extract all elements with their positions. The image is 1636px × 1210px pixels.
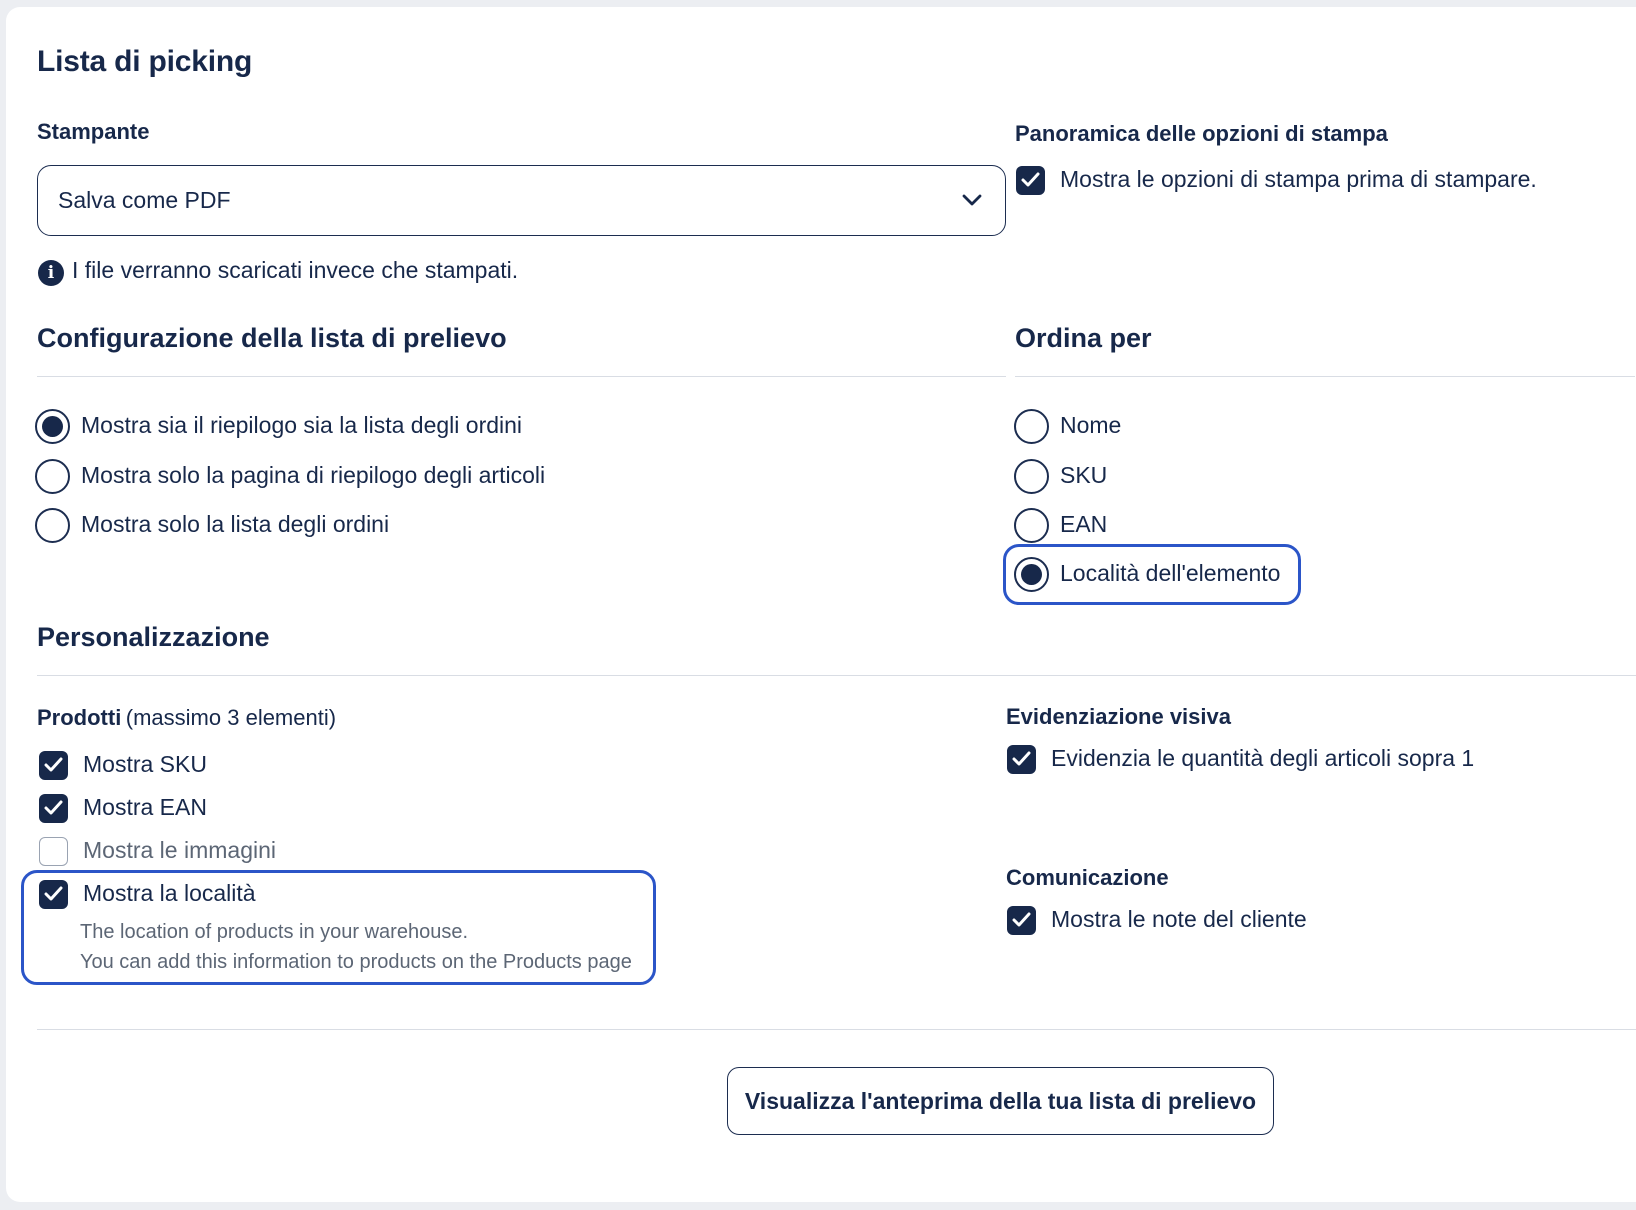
show-sku-label: Mostra SKU — [83, 751, 207, 777]
config-option-label: Mostra sia il riepilogo sia la lista degli ordini — [81, 412, 523, 438]
radio-unchecked[interactable] — [35, 508, 70, 543]
sort-option-ean[interactable] — [1014, 508, 1314, 548]
show-location-label: Mostra la località — [83, 880, 256, 906]
highlight-quantities-checkbox[interactable] — [1007, 745, 1567, 781]
sort-option-sku[interactable] — [1014, 459, 1314, 499]
picking-list-settings-card — [6, 7, 1636, 1202]
preview-picking-list-button[interactable]: Visualizza l'anteprima della tua lista di prelievo — [727, 1067, 1274, 1135]
radio-unchecked[interactable] — [35, 459, 70, 494]
printer-select[interactable] — [37, 165, 1006, 236]
highlight-quantities-label: Evidenzia le quantità degli articoli sopra 1 — [1051, 745, 1475, 771]
products-hint: (massimo 3 elementi) — [125, 705, 337, 730]
print-overview-label: Panoramica delle opzioni di stampa — [1015, 121, 1388, 146]
location-help-text-1: The location of products in your warehouse. — [80, 921, 468, 943]
sort-option-label: Nome — [1060, 412, 1122, 438]
config-option-summary-only[interactable] — [35, 459, 595, 499]
checkbox-checked[interactable] — [1007, 745, 1036, 774]
divider — [37, 675, 1636, 676]
checkbox-checked[interactable] — [39, 794, 68, 823]
communication-label: Comunicazione — [1006, 865, 1169, 890]
radio-checked[interactable] — [35, 409, 70, 444]
sort-option-name[interactable] — [1014, 409, 1314, 449]
config-option-summary-and-orders[interactable] — [35, 409, 595, 449]
visual-highlight-label: Evidenziazione visiva — [1006, 704, 1231, 729]
checkbox-checked[interactable] — [39, 880, 68, 909]
show-location-checkbox[interactable] — [39, 880, 339, 916]
checkbox-checked[interactable] — [1007, 906, 1036, 935]
products-heading — [37, 705, 336, 731]
checkmark-icon — [43, 799, 64, 818]
location-help-text-2: You can add this information to products on the Products page — [80, 951, 632, 973]
sort-section-title: Ordina per — [1015, 323, 1152, 353]
customization-section-title: Personalizzazione — [37, 622, 270, 652]
radio-unchecked[interactable] — [1014, 459, 1049, 494]
printer-info-text: I file verranno scaricati invece che stampati. — [72, 257, 519, 283]
show-sku-checkbox[interactable] — [39, 751, 339, 787]
info-icon: i — [38, 260, 64, 286]
checkmark-icon — [1011, 911, 1032, 930]
show-customer-notes-checkbox[interactable] — [1007, 906, 1407, 942]
checkbox-checked[interactable] — [39, 751, 68, 780]
divider — [1015, 376, 1635, 377]
show-images-label: Mostra le immagini — [83, 837, 276, 863]
products-label: Prodotti — [37, 705, 122, 730]
checkmark-icon — [43, 885, 64, 904]
sort-option-item-location[interactable] — [1014, 557, 1314, 597]
radio-unchecked[interactable] — [1014, 508, 1049, 543]
show-print-options-checkbox[interactable] — [1016, 166, 1556, 202]
divider — [37, 376, 1006, 377]
checkmark-icon — [43, 756, 64, 775]
show-print-options-label: Mostra le opzioni di stampa prima di stampare. — [1060, 166, 1537, 192]
show-images-checkbox[interactable] — [39, 837, 339, 873]
printer-select-value: Salva come PDF — [58, 187, 231, 213]
checkbox-unchecked[interactable] — [39, 837, 68, 866]
config-option-orders-only[interactable] — [35, 508, 595, 548]
checkmark-icon — [1020, 171, 1041, 190]
page-title: Lista di picking — [37, 45, 253, 78]
checkbox-checked[interactable] — [1016, 166, 1045, 195]
config-option-label: Mostra solo la pagina di riepilogo degli articoli — [81, 462, 546, 488]
sort-option-label: SKU — [1060, 462, 1108, 488]
show-customer-notes-label: Mostra le note del cliente — [1051, 906, 1307, 932]
config-option-label: Mostra solo la lista degli ordini — [81, 511, 390, 537]
show-ean-label: Mostra EAN — [83, 794, 207, 820]
divider — [37, 1029, 1636, 1030]
radio-unchecked[interactable] — [1014, 409, 1049, 444]
show-ean-checkbox[interactable] — [39, 794, 339, 830]
radio-checked[interactable] — [1014, 557, 1049, 592]
chevron-down-icon — [961, 192, 983, 208]
config-section-title: Configurazione della lista di prelievo — [37, 323, 507, 353]
checkmark-icon — [1011, 750, 1032, 769]
sort-option-label: EAN — [1060, 511, 1108, 537]
printer-label: Stampante — [37, 119, 150, 144]
sort-option-label: Località dell'elemento — [1060, 560, 1281, 586]
